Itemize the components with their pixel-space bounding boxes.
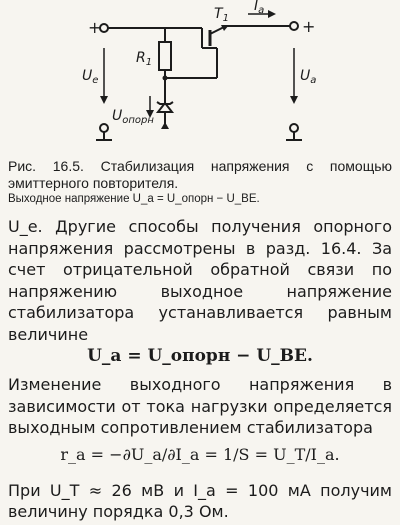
resistor-r1 — [159, 42, 171, 70]
output-voltage-label: $U_a$ — [300, 68, 317, 86]
paragraph-3: При U_T ≈ 26 мВ и I_a = 100 мА получим величину порядка 0,3 Ом. — [8, 481, 392, 521]
paragraph-2: Изменение выходного напряжения в зависимости от тока нагрузки определяется выходным сопротивлением стабилизатора — [8, 375, 392, 437]
resistor-label: $R_1$ — [136, 50, 153, 68]
caption-formula: Выходное напряжение U_a = U_опорн − U_BE. — [8, 193, 260, 205]
ground-arrow — [161, 122, 169, 129]
circuit-diagram — [0, 0, 400, 150]
current-arrow-head — [268, 10, 276, 18]
output-plus-label: + — [302, 17, 316, 36]
input-terminal-bottom — [100, 124, 108, 132]
output-terminal-bottom — [290, 124, 298, 132]
output-terminal-top — [290, 22, 298, 30]
transistor-label: $T_1$ — [214, 6, 229, 24]
paragraph-1: U_e. Другие способы получения опорного напряжения рассмотрены в разд. 16.4. За счет отрицательной обратной связи по напряжению выходное напряжение стабилизатора устанавливается равным величине — [8, 217, 392, 344]
current-label: $I_a$ — [254, 0, 265, 16]
input-plus-label: + — [88, 18, 102, 37]
input-voltage-label: $U_e$ — [82, 68, 99, 86]
figure-caption: Рис. 16.5. Стабилизация напряжения с помощью эмиттерного повторителя. — [8, 158, 392, 191]
input-voltage-arrow-head — [100, 96, 108, 104]
reference-voltage-label: $U_{опорн}$ — [112, 108, 154, 126]
equation-output-voltage: U_a = U_опорн − U_BE. — [87, 346, 313, 366]
equation-output-resistance: r_a = −∂U_a/∂I_a = 1/S = U_T/I_a. — [60, 445, 340, 464]
output-voltage-arrow-head — [290, 96, 298, 104]
